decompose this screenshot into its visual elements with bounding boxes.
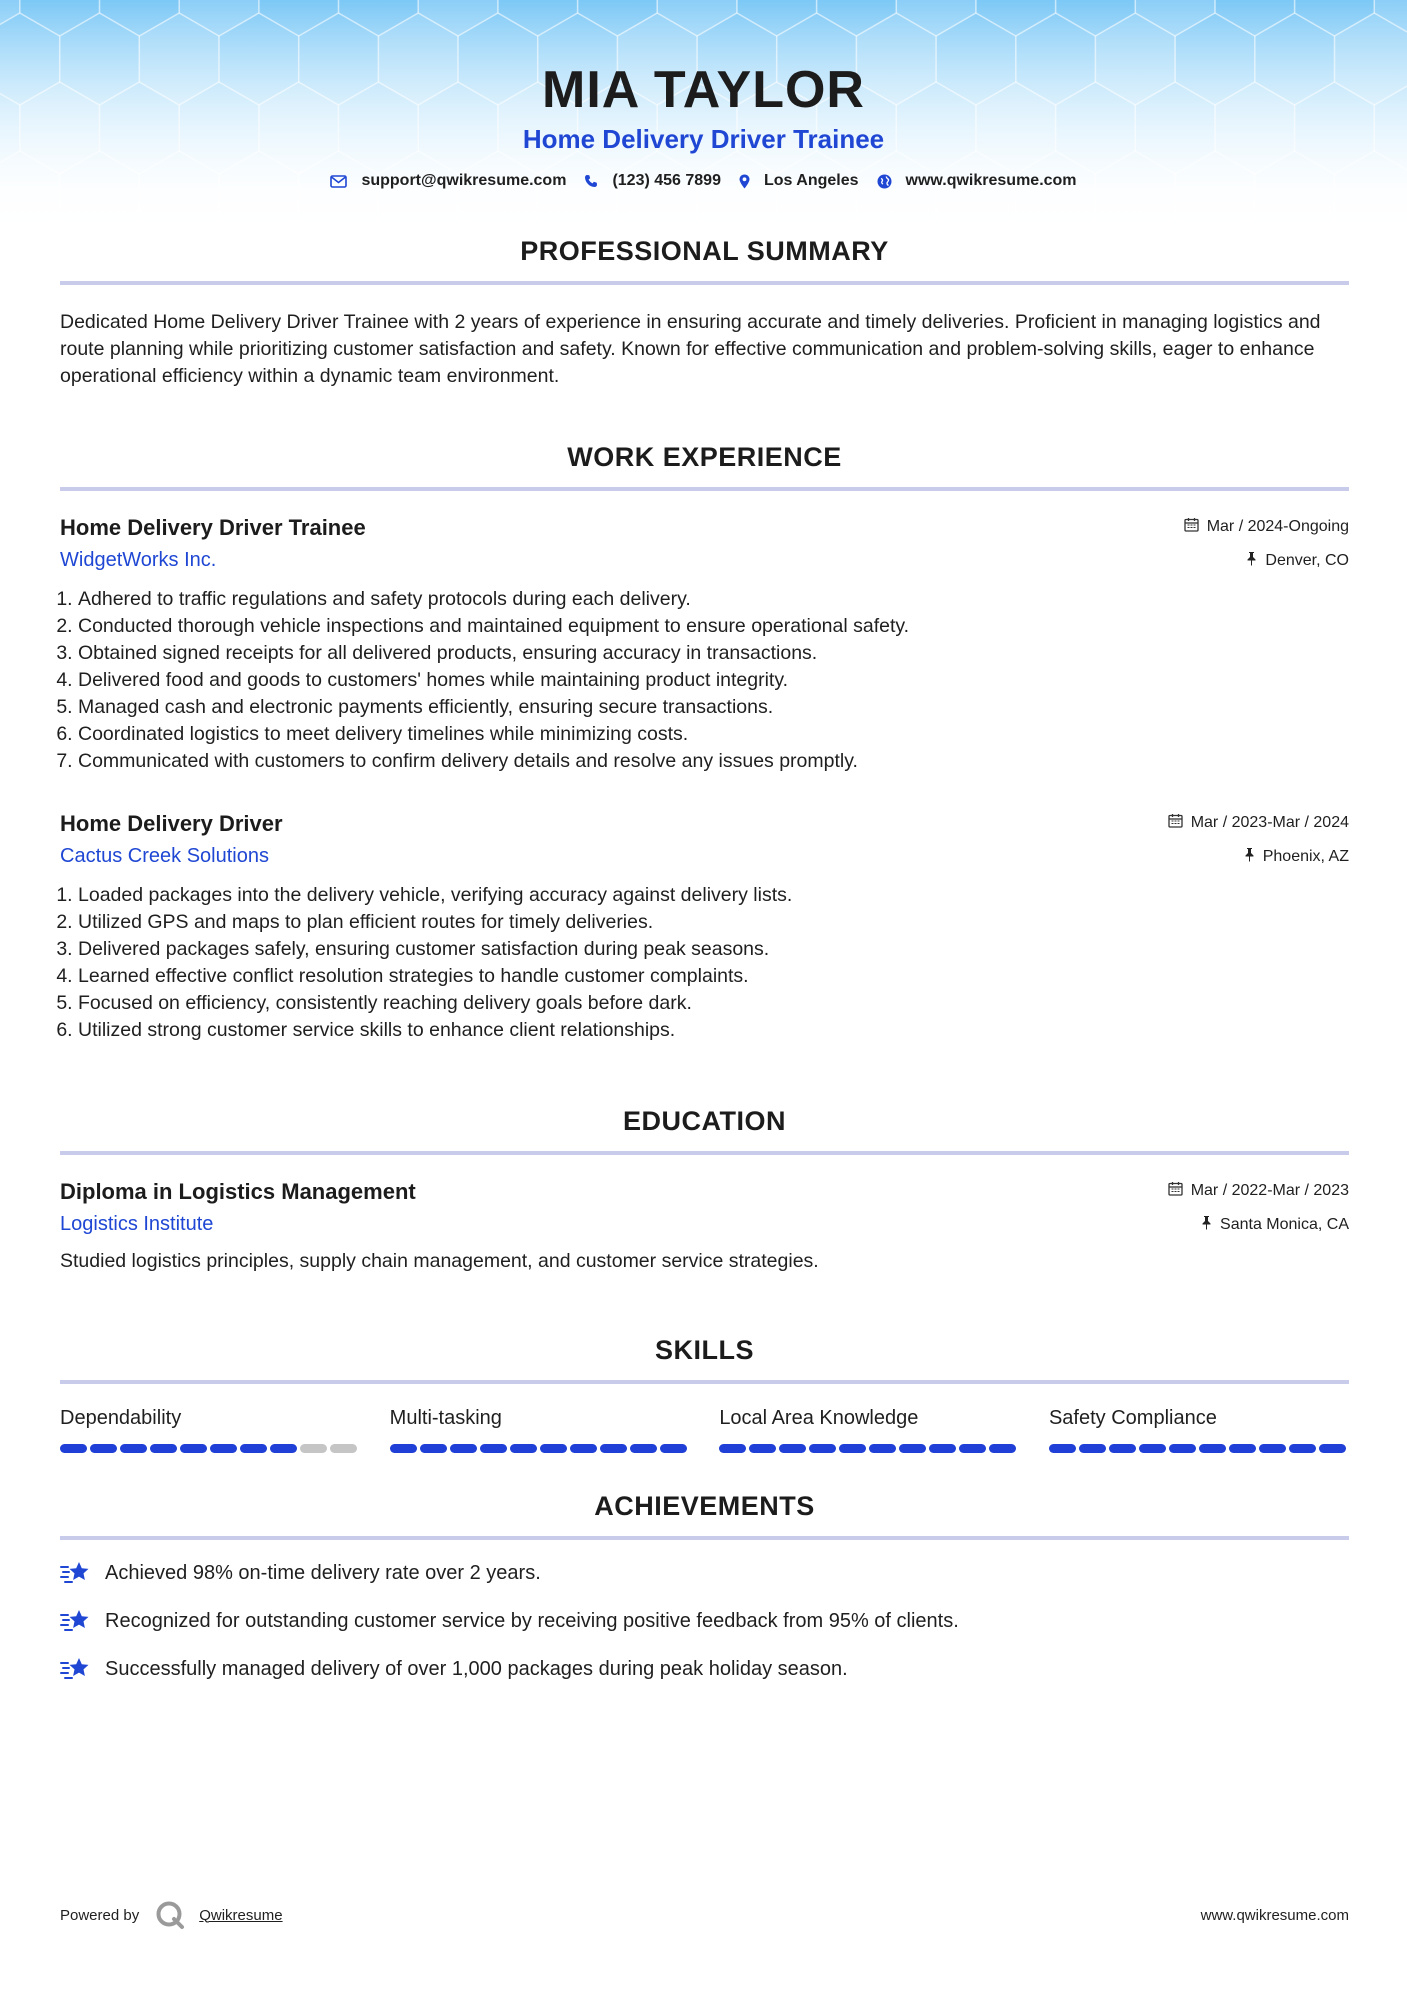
education-location [1201, 1215, 1349, 1234]
skill-dot-filled [929, 1444, 956, 1453]
skill-dot-filled [839, 1444, 866, 1453]
skill-dot-filled [210, 1444, 237, 1453]
location: Denver, CO [1265, 551, 1349, 569]
section-divider [60, 1151, 1349, 1155]
education-entry [60, 1179, 1349, 1275]
skills-list [60, 1406, 1349, 1453]
contact-bar [0, 172, 1407, 190]
education-description: Studied logistics principles, supply chain management, and customer service strategies. [60, 1250, 819, 1272]
skill-dot-filled [719, 1444, 746, 1453]
achievement-text: Achieved 98% on-time delivery rate over 2 years. [105, 1561, 541, 1584]
skill-name: Local Area Knowledge [719, 1407, 919, 1429]
shooting-star-icon [60, 1558, 94, 1588]
job-bullets [60, 882, 1349, 1044]
footer [60, 1900, 1349, 1930]
contact-website[interactable] [877, 172, 1077, 190]
skill-dot-filled [450, 1444, 477, 1453]
achievement-item [60, 1606, 1349, 1636]
section-title: WORK EXPERIENCE [567, 442, 842, 472]
list-item: 3. Obtained signed receipts for all delivered products, ensuring accuracy in transactions. [78, 640, 1349, 667]
skill-dot-filled [180, 1444, 207, 1453]
job-dates [1184, 517, 1349, 536]
skill-item [390, 1406, 690, 1453]
list-item: 4. Learned effective conflict resolution strategies to handle customer complaints. [78, 963, 1349, 990]
list-item: 5. Managed cash and electronic payments efficiently, ensuring secure transactions. [78, 694, 1349, 721]
skill-dot-filled [1319, 1444, 1346, 1453]
location: Phoenix, AZ [1262, 847, 1349, 865]
company-name: Cactus Creek Solutions [60, 845, 269, 867]
job-entry [60, 515, 1349, 775]
achievements-section [60, 1491, 1349, 1684]
skill-dot-filled [480, 1444, 507, 1453]
skill-dot-filled [60, 1444, 87, 1453]
shooting-star-icon [60, 1654, 94, 1684]
skill-dot-filled [600, 1444, 627, 1453]
degree-title: Diploma in Logistics Management [60, 1179, 416, 1204]
email-text: support@qwikresume.com [361, 172, 567, 189]
pushpin-icon [1201, 1215, 1212, 1234]
job-bullets [60, 586, 1349, 775]
qwikresume-logo-icon [155, 1900, 185, 1930]
skill-dot-empty [330, 1444, 357, 1453]
achievements-list [60, 1558, 1349, 1684]
skill-item [1049, 1406, 1349, 1453]
skill-dot-filled [869, 1444, 896, 1453]
summary-text: Dedicated Home Delivery Driver Trainee with 2 years of experience in ensuring accurate and timely deliveries. Proficient in managing logistics and route planning while prioritizing customer satisfaction and safety. Known for effective communication and problem-solving skills, eager to enhance operational efficiency within a dynamic team environment. [60, 311, 1321, 387]
achievement-item [60, 1558, 1349, 1588]
skill-level-bar [60, 1444, 360, 1453]
footer-branding [60, 1900, 283, 1930]
skill-dot-filled [630, 1444, 657, 1453]
skill-dot-filled [240, 1444, 267, 1453]
skill-dot-filled [779, 1444, 806, 1453]
list-item: 2. Utilized GPS and maps to plan efficient routes for timely deliveries. [78, 909, 1349, 936]
skill-dot-filled [899, 1444, 926, 1453]
header [0, 58, 1407, 156]
section-title: EDUCATION [623, 1106, 786, 1136]
website-text: www.qwikresume.com [905, 172, 1077, 189]
map-pin-icon [739, 174, 750, 189]
summary-section [60, 236, 1349, 390]
skill-dot-filled [570, 1444, 597, 1453]
skill-level-bar [1049, 1444, 1349, 1453]
shooting-star-icon [60, 1606, 94, 1636]
job-location [1244, 847, 1349, 866]
brand-link[interactable]: Qwikresume [199, 1906, 283, 1924]
date-range: Mar / 2023-Mar / 2024 [1190, 813, 1349, 831]
achievement-text: Recognized for outstanding customer service by receiving positive feedback from 95% of clients. [105, 1609, 959, 1632]
date-range: Mar / 2022-Mar / 2023 [1190, 1181, 1349, 1199]
skill-dot-empty [300, 1444, 327, 1453]
skill-dot-filled [90, 1444, 117, 1453]
section-title: ACHIEVEMENTS [594, 1491, 815, 1521]
list-item: 1. Loaded packages into the delivery vehicle, verifying accuracy against delivery lists. [78, 882, 1349, 909]
skill-dot-filled [1139, 1444, 1166, 1453]
phone-icon [584, 174, 598, 188]
section-title: SKILLS [654, 1335, 754, 1365]
job-dates [1168, 813, 1349, 832]
footer-website[interactable]: www.qwikresume.com [1200, 1906, 1349, 1924]
candidate-role: Home Delivery Driver Trainee [522, 124, 885, 154]
job-title: Home Delivery Driver Trainee [60, 515, 366, 540]
job-entry [60, 811, 1349, 1044]
list-item: 5. Focused on efficiency, consistently reaching delivery goals before dark. [78, 990, 1349, 1017]
experience-section [60, 442, 1349, 1044]
skill-dot-filled [540, 1444, 567, 1453]
resume-content [60, 236, 1349, 1684]
achievement-item [60, 1654, 1349, 1684]
pushpin-icon [1246, 551, 1257, 570]
skill-level-bar [390, 1444, 690, 1453]
job-title: Home Delivery Driver [60, 811, 283, 836]
envelope-icon [330, 175, 347, 188]
phone-text: (123) 456 7899 [612, 172, 721, 189]
candidate-name: MIA TAYLOR [542, 61, 865, 119]
contact-location [739, 172, 859, 190]
section-divider [60, 1536, 1349, 1540]
skills-section [60, 1335, 1349, 1453]
date-range: Mar / 2024-Ongoing [1206, 517, 1349, 535]
skill-dot-filled [120, 1444, 147, 1453]
list-item: 6. Coordinated logistics to meet delivery timelines while minimizing costs. [78, 721, 1349, 748]
skill-dot-filled [270, 1444, 297, 1453]
list-item: 2. Conducted thorough vehicle inspections and maintained equipment to ensure operational safety. [78, 613, 1349, 640]
skill-name: Multi-tasking [389, 1407, 502, 1429]
skill-dot-filled [1109, 1444, 1136, 1453]
skill-dot-filled [959, 1444, 986, 1453]
skill-name: Dependability [60, 1407, 182, 1429]
pushpin-icon [1244, 847, 1255, 866]
list-item: 4. Delivered food and goods to customers' homes while maintaining product integrity. [78, 667, 1349, 694]
calendar-icon [1184, 517, 1199, 536]
list-item: 7. Communicated with customers to confirm delivery details and resolve any issues promptly. [78, 748, 1349, 775]
skill-level-bar [719, 1444, 1019, 1453]
skill-dot-filled [749, 1444, 776, 1453]
skill-dot-filled [1229, 1444, 1256, 1453]
section-divider [60, 1380, 1349, 1384]
education-section [60, 1106, 1349, 1275]
skill-dot-filled [1049, 1444, 1076, 1453]
skill-item [719, 1406, 1019, 1453]
section-divider [60, 487, 1349, 491]
calendar-icon [1168, 1181, 1183, 1200]
skill-dot-filled [1169, 1444, 1196, 1453]
powered-by-label: Powered by [60, 1906, 140, 1924]
skill-dot-filled [989, 1444, 1016, 1453]
skill-dot-filled [1199, 1444, 1226, 1453]
calendar-icon [1168, 813, 1183, 832]
contact-email[interactable] [330, 172, 566, 190]
list-item: 1. Adhered to traffic regulations and safety protocols during each delivery. [78, 586, 1349, 613]
skill-dot-filled [1079, 1444, 1106, 1453]
skill-item [60, 1406, 360, 1453]
job-location [1246, 551, 1349, 570]
contact-phone[interactable] [584, 172, 721, 190]
skill-dot-filled [1289, 1444, 1316, 1453]
company-name: WidgetWorks Inc. [60, 549, 217, 571]
list-item: 6. Utilized strong customer service skills to enhance client relationships. [78, 1017, 1349, 1044]
skill-dot-filled [809, 1444, 836, 1453]
skill-dot-filled [510, 1444, 537, 1453]
skill-dot-filled [420, 1444, 447, 1453]
list-item: 3. Delivered packages safely, ensuring customer satisfaction during peak seasons. [78, 936, 1349, 963]
skill-dot-filled [1259, 1444, 1286, 1453]
section-divider [60, 281, 1349, 285]
skill-name: Safety Compliance [1048, 1407, 1217, 1429]
education-dates [1168, 1181, 1349, 1200]
skill-dot-filled [390, 1444, 417, 1453]
section-title: PROFESSIONAL SUMMARY [520, 236, 889, 266]
location-text: Los Angeles [763, 172, 859, 189]
location: Santa Monica, CA [1220, 1215, 1349, 1233]
skill-dot-filled [150, 1444, 177, 1453]
achievement-text: Successfully managed delivery of over 1,000 packages during peak holiday season. [105, 1657, 848, 1680]
globe-icon [877, 174, 892, 189]
school-name: Logistics Institute [60, 1213, 214, 1235]
skill-dot-filled [660, 1444, 687, 1453]
